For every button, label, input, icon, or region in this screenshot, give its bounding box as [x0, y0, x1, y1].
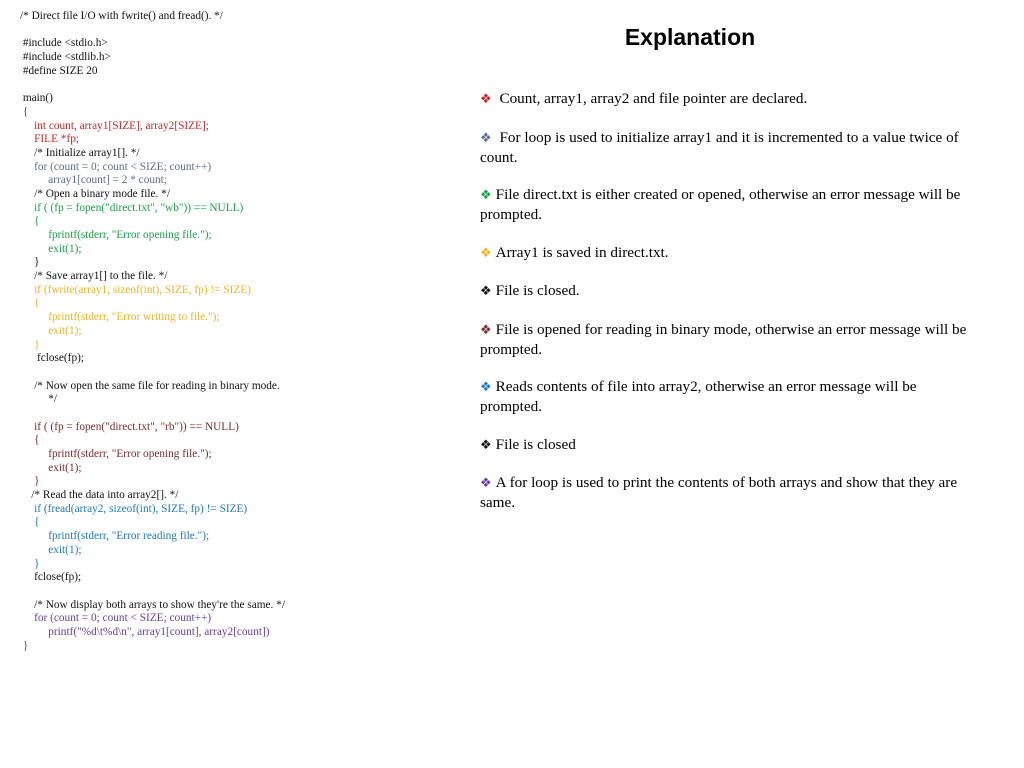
- code-line: /* Open a binary mode file. */: [20, 187, 170, 200]
- code-line: /* Now open the same file for reading in binary mode.: [20, 379, 280, 392]
- code-line: fprintf(stderr, "Error writing to file.");: [20, 311, 220, 324]
- code-line: array1[count] = 2 * count;: [20, 174, 167, 187]
- code-line: /* Now display both arrays to show they're the same. */: [20, 598, 285, 611]
- code-line: exit(1);: [20, 543, 82, 556]
- code-line: }: [20, 256, 40, 269]
- code-line: fprintf(stderr, "Error reading file.");: [20, 530, 210, 543]
- explanation-bullet: [480, 185, 980, 224]
- diamond-bullet-icon: ❖: [480, 380, 492, 395]
- diamond-bullet-icon: ❖: [480, 188, 492, 203]
- code-line: if ( (fp = fopen("direct.txt", "wb")) == NULL): [20, 201, 244, 214]
- diamond-bullet-icon: ❖: [480, 284, 492, 299]
- explanation-list: [480, 89, 980, 531]
- bullet-text: File is opened for reading in binary mode, otherwise an error message will be prompted.: [480, 320, 967, 358]
- explanation-bullet: [480, 89, 980, 109]
- code-line: {: [20, 434, 40, 447]
- code-line: fclose(fp);: [20, 571, 82, 584]
- code-line: FILE *fp;: [20, 133, 79, 146]
- code-line: #define SIZE 20: [20, 64, 98, 77]
- code-line: }: [20, 639, 29, 652]
- code-line: }: [20, 475, 40, 488]
- code-line: exit(1);: [20, 461, 82, 474]
- code-line: [20, 24, 460, 38]
- explanation-bullet: [480, 281, 980, 301]
- code-line: [20, 585, 460, 599]
- code-line: fprintf(stderr, "Error opening file.");: [20, 229, 212, 241]
- code-line: exit(1);: [20, 324, 82, 337]
- code-line: if (fread(array2, sizeof(int), SIZE, fp) != SIZE): [20, 502, 248, 515]
- bullet-text: File direct.txt is either created or opened, otherwise an error message will be prompted.: [480, 186, 961, 223]
- code-line: [20, 78, 460, 92]
- diamond-bullet-icon: ❖: [480, 245, 492, 261]
- code-line: }: [20, 338, 40, 351]
- explanation-bullet: [480, 128, 980, 167]
- code-line: if ( (fp = fopen("direct.txt", "rb")) == NULL): [20, 420, 239, 433]
- code-line: [20, 407, 460, 421]
- code-listing: [20, 10, 460, 653]
- diamond-bullet-icon: ❖: [480, 322, 492, 338]
- code-line: {: [20, 215, 40, 228]
- diamond-bullet-icon: ❖: [480, 476, 492, 491]
- code-line: {: [20, 516, 40, 529]
- bullet-text: Reads contents of file into array2, otherwise an error message will be prompted.: [480, 378, 917, 415]
- code-line: exit(1);: [20, 242, 82, 255]
- explanation-bullet: [480, 473, 980, 512]
- code-line: int count, array1[SIZE], array2[SIZE];: [20, 119, 209, 132]
- bullet-text: Array1 is saved in direct.txt.: [495, 243, 669, 261]
- code-line: for (count = 0; count < SIZE; count++): [20, 612, 212, 625]
- explanation-bullet: [480, 435, 980, 455]
- explanation-bullet: [480, 243, 980, 263]
- diamond-bullet-icon: ❖: [480, 92, 492, 107]
- code-line: /* Initialize array1[]. */: [20, 146, 140, 159]
- code-line: [20, 366, 460, 380]
- bullet-text: A for loop is used to print the contents of both arrays and show that they are same.: [480, 474, 958, 511]
- code-line: fclose(fp);: [20, 352, 84, 365]
- code-line: */: [20, 393, 58, 406]
- explanation-bullet: [480, 377, 980, 416]
- bullet-text: For loop is used to initialize array1 and it is incremented to a value twice of count.: [480, 128, 959, 166]
- code-line: fprintf(stderr, "Error opening file.");: [20, 448, 212, 460]
- code-line: for (count = 0; count < SIZE; count++): [20, 160, 212, 173]
- code-line: }: [20, 557, 40, 570]
- code-line: main(): [20, 92, 53, 105]
- diamond-bullet-icon: ❖: [480, 130, 492, 146]
- code-line: #include <stdio.h>: [20, 37, 108, 50]
- slide-title: Explanation: [624, 24, 756, 50]
- explanation-bullet: [480, 320, 980, 359]
- code-line: if (fwrite(array1, sizeof(int), SIZE, fp) != SIZE): [20, 283, 251, 296]
- code-line: /* Save array1[] to the file. */: [20, 270, 168, 283]
- bullet-text: File is closed.: [495, 282, 580, 299]
- code-line: {: [20, 297, 40, 310]
- code-line: {: [20, 105, 29, 118]
- code-line: #include <stdlib.h>: [20, 51, 111, 64]
- bullet-text: File is closed: [495, 435, 576, 453]
- code-line: /* Direct file I/O with fwrite() and fread(). */: [20, 10, 223, 22]
- code-line: printf("%d\t%d\n", array1[count], array2[count]): [20, 625, 270, 638]
- code-line: /* Read the data into array2[]. */: [20, 489, 179, 502]
- diamond-bullet-icon: ❖: [480, 437, 492, 453]
- bullet-text: Count, array1, array2 and file pointer are declared.: [495, 90, 808, 107]
